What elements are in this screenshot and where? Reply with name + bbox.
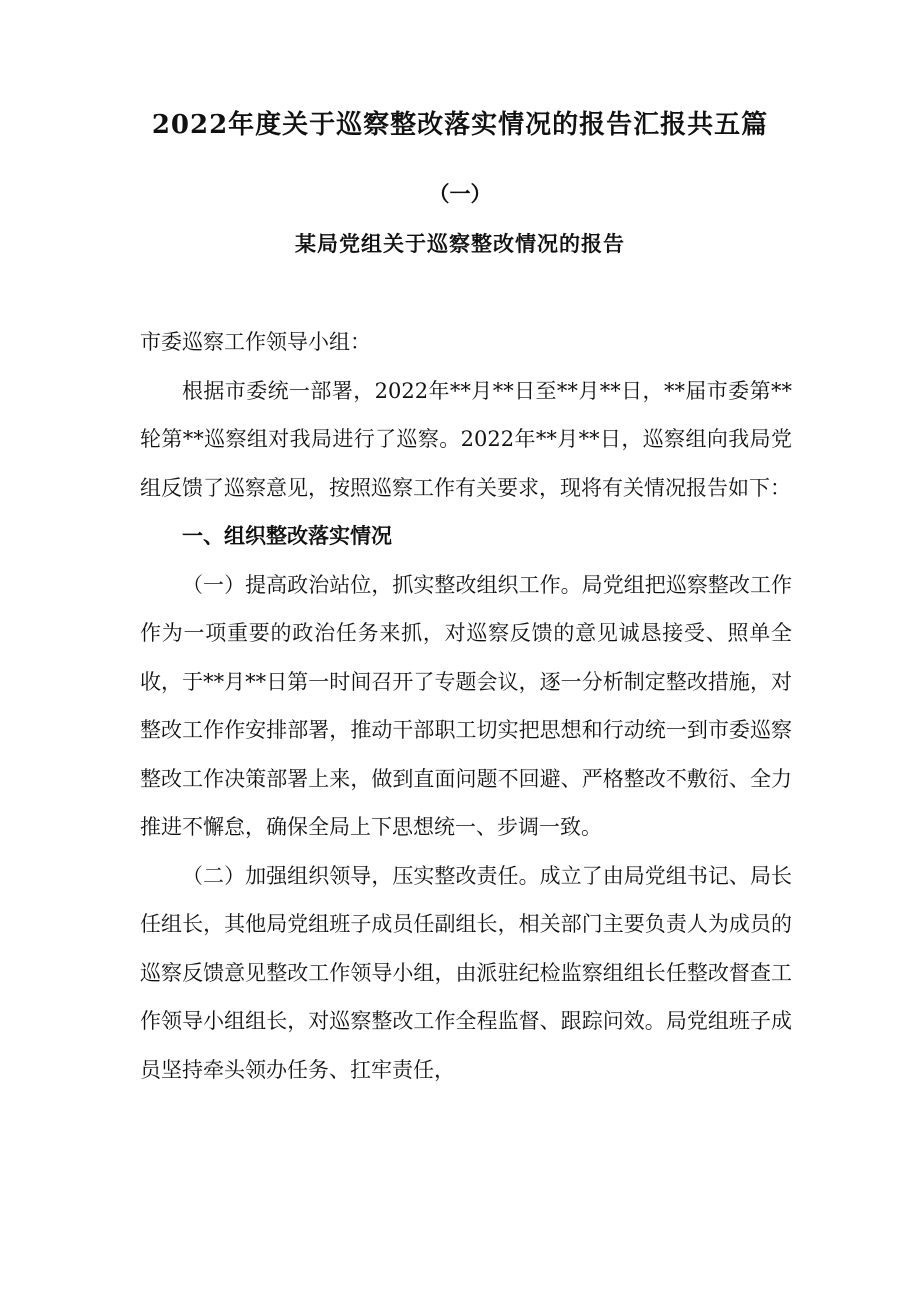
document-title: 2022年度关于巡察整改落实情况的报告汇报共五篇 <box>151 110 769 140</box>
document-body <box>140 318 792 1094</box>
salutation: 市委巡察工作领导小组： <box>140 330 371 354</box>
part-label: （一） <box>428 181 492 206</box>
intro-paragraph: 根据市委统一部署，2022年**月**日至**月**日，**届市委第**轮第**巡察组对我局进行了巡察。2022年**月**日，巡察组向我局党组反馈了巡察意见，按照巡察工作有关要求，现将有关情况报告如下： <box>140 378 792 500</box>
paragraph-item-2: （二）加强组织领导，压实整改责任。成立了由局党组书记、局长任组长，其他局党组班子成员任副组长，相关部门主要负责人为成员的巡察反馈意见整改工作领导小组，由派驻纪检监察组组长任整改督查工作领导小组组长，对巡察整改工作全程监督、跟踪问效。局党组班子成员坚持牵头领办任务、扛牢责任， <box>140 863 792 1082</box>
section-heading: 一、组织整改落实情况 <box>182 523 392 548</box>
report-subtitle: 某局党组关于巡察整改情况的报告 <box>295 231 625 256</box>
paragraph-item-1: （一）提高政治站位，抓实整改组织工作。局党组把巡察整改工作作为一项重要的政治任务来抓，对巡察反馈的意见诚恳接受、照单全收，于**月**日第一时间召开了专题会议，逐一分析制定整改措施，对整改工作作安排部署，推动干部职工切实把思想和行动统一到市委巡察整改工作决策部署上来，做到直面问题不回避、严格整改不敷衍、全力推进不懈怠，确保全局上下思想统一、步调一致。 <box>140 572 792 839</box>
